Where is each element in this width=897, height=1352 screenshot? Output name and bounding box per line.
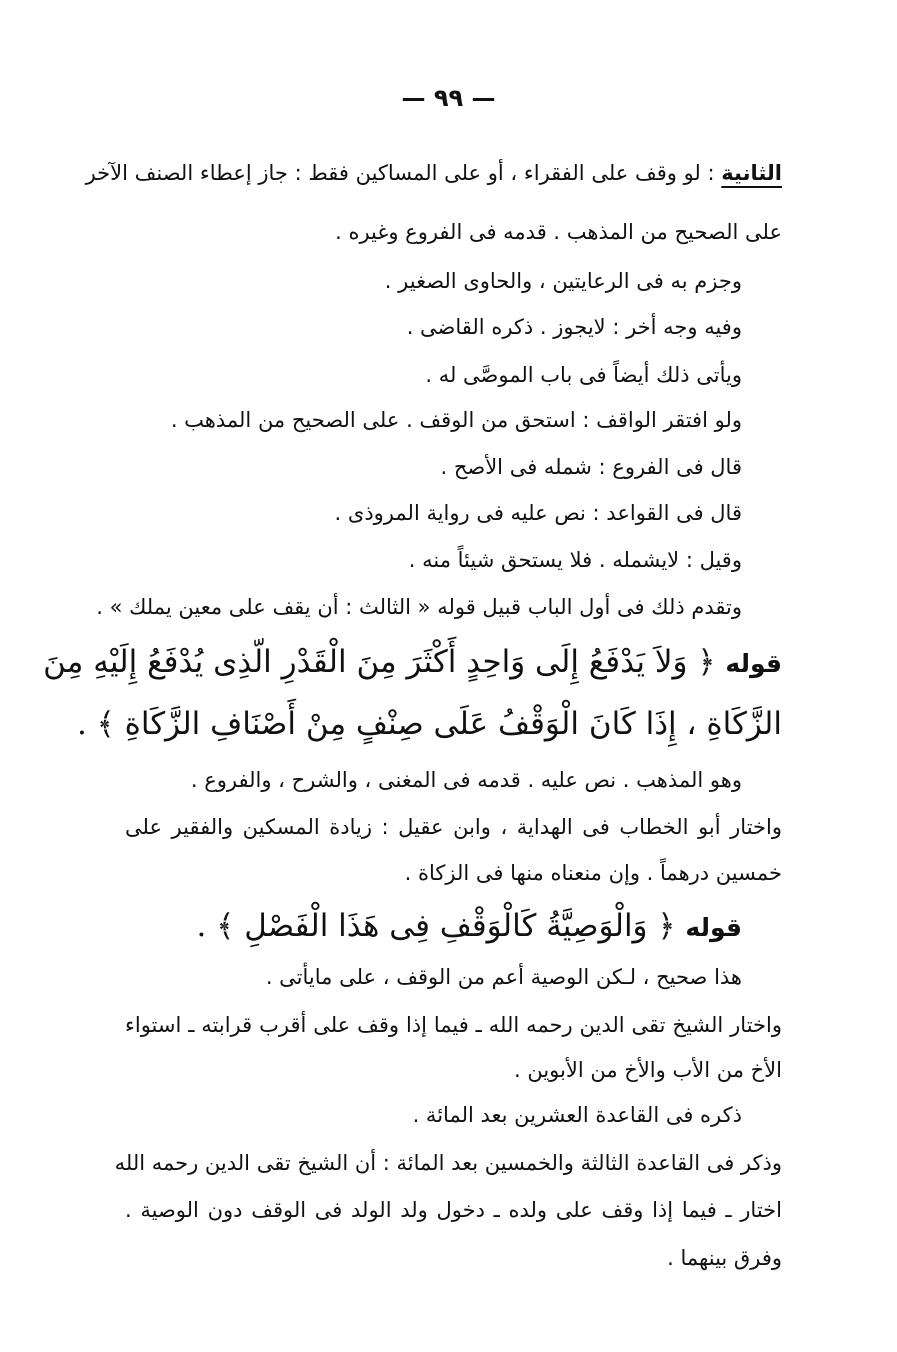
text-line: وفيه وجه أخر : لايجوز . ذكره القاضى . (406, 315, 742, 339)
quote-text: ﴿ وَلاَ يَدْفَعُ إِلَى وَاحِدٍ أَكْثَرَ مِنَ الْقَدْرِ الّذِى يُدْفَعُ إِلَيْهِ مِنَ (43, 644, 716, 680)
text-line: وتقدم ذلك فى أول الباب قبيل قوله « الثالث : أن يقف على معين يملك » . (96, 595, 742, 619)
text-line: واختار الشيخ تقى الدين رحمه الله ـ فيما إذا وقف على أقرب قرابته ـ استواء (125, 1013, 782, 1037)
quoted-text-line (43, 640, 782, 686)
quoted-text-line (196, 904, 742, 950)
quoted-text-line: الزَّكَاةِ ، إِذَا كَانَ الْوَقْفُ عَلَى صِنْفٍ مِنْ أَصْنَافِ الزَّكَاةِ ﴾ . (76, 706, 782, 742)
text-line: ويأتى ذلك أيضاً فى باب الموصَّى له . (425, 363, 742, 387)
section-lead: الثانية (721, 161, 782, 185)
text-line: هذا صحيح ، لـكن الوصية أعم من الوقف ، على مايأتى . (265, 965, 742, 989)
text-line: وفرق بينهما . (667, 1246, 782, 1270)
quote-lead: قوله (685, 913, 742, 942)
text-line: الأخ من الأب والأخ من الأبوين . (514, 1058, 782, 1082)
text-line: وقيل : لايشمله . فلا يستحق شيئاً منه . (408, 548, 742, 572)
page-number: — ٩٩ — (401, 84, 496, 112)
text-line (85, 158, 782, 188)
text-line: على الصحيح من المذهب . قدمه فى الفروع وغيره . (335, 220, 782, 244)
text-line: وهو المذهب . نص عليه . قدمه فى المغنى ، والشرح ، والفروع . (190, 768, 742, 792)
text-line: وذكر فى القاعدة الثالثة والخمسين بعد المائة : أن الشيخ تقى الدين رحمه الله (114, 1151, 782, 1175)
text-line: خمسين درهماً . وإن منعناه منها فى الزكاة . (404, 861, 782, 885)
text-line: وجزم به فى الرعايتين ، والحاوى الصغير . (384, 269, 742, 293)
text-line: ذكره فى القاعدة العشرين بعد المائة . (412, 1103, 742, 1127)
text-line: اختار ـ فيما إذا وقف على ولده ـ دخول ولد الولد فى الوقف دون الوصية . (125, 1198, 782, 1222)
text-line: قال فى القواعد : نص عليه فى رواية المروذى . (334, 501, 742, 525)
line-text: : لو وقف على الفقراء ، أو على المساكين فقط : جاز إعطاء الصنف الآخر (85, 161, 715, 185)
text-line: قال فى الفروع : شمله فى الأصح . (440, 455, 742, 479)
quote-lead: قوله (725, 649, 782, 678)
quote-text: ﴿ وَالْوَصِيَّةُ كَالْوَقْفِ فِى هَذَا الْفَصْلِ ﴾ . (196, 908, 676, 944)
text-line: واختار أبو الخطاب فى الهداية ، وابن عقيل : زيادة المسكين والفقير على (125, 815, 782, 839)
text-line: ولو افتقر الواقف : استحق من الوقف . على الصحيح من المذهب . (170, 408, 742, 432)
